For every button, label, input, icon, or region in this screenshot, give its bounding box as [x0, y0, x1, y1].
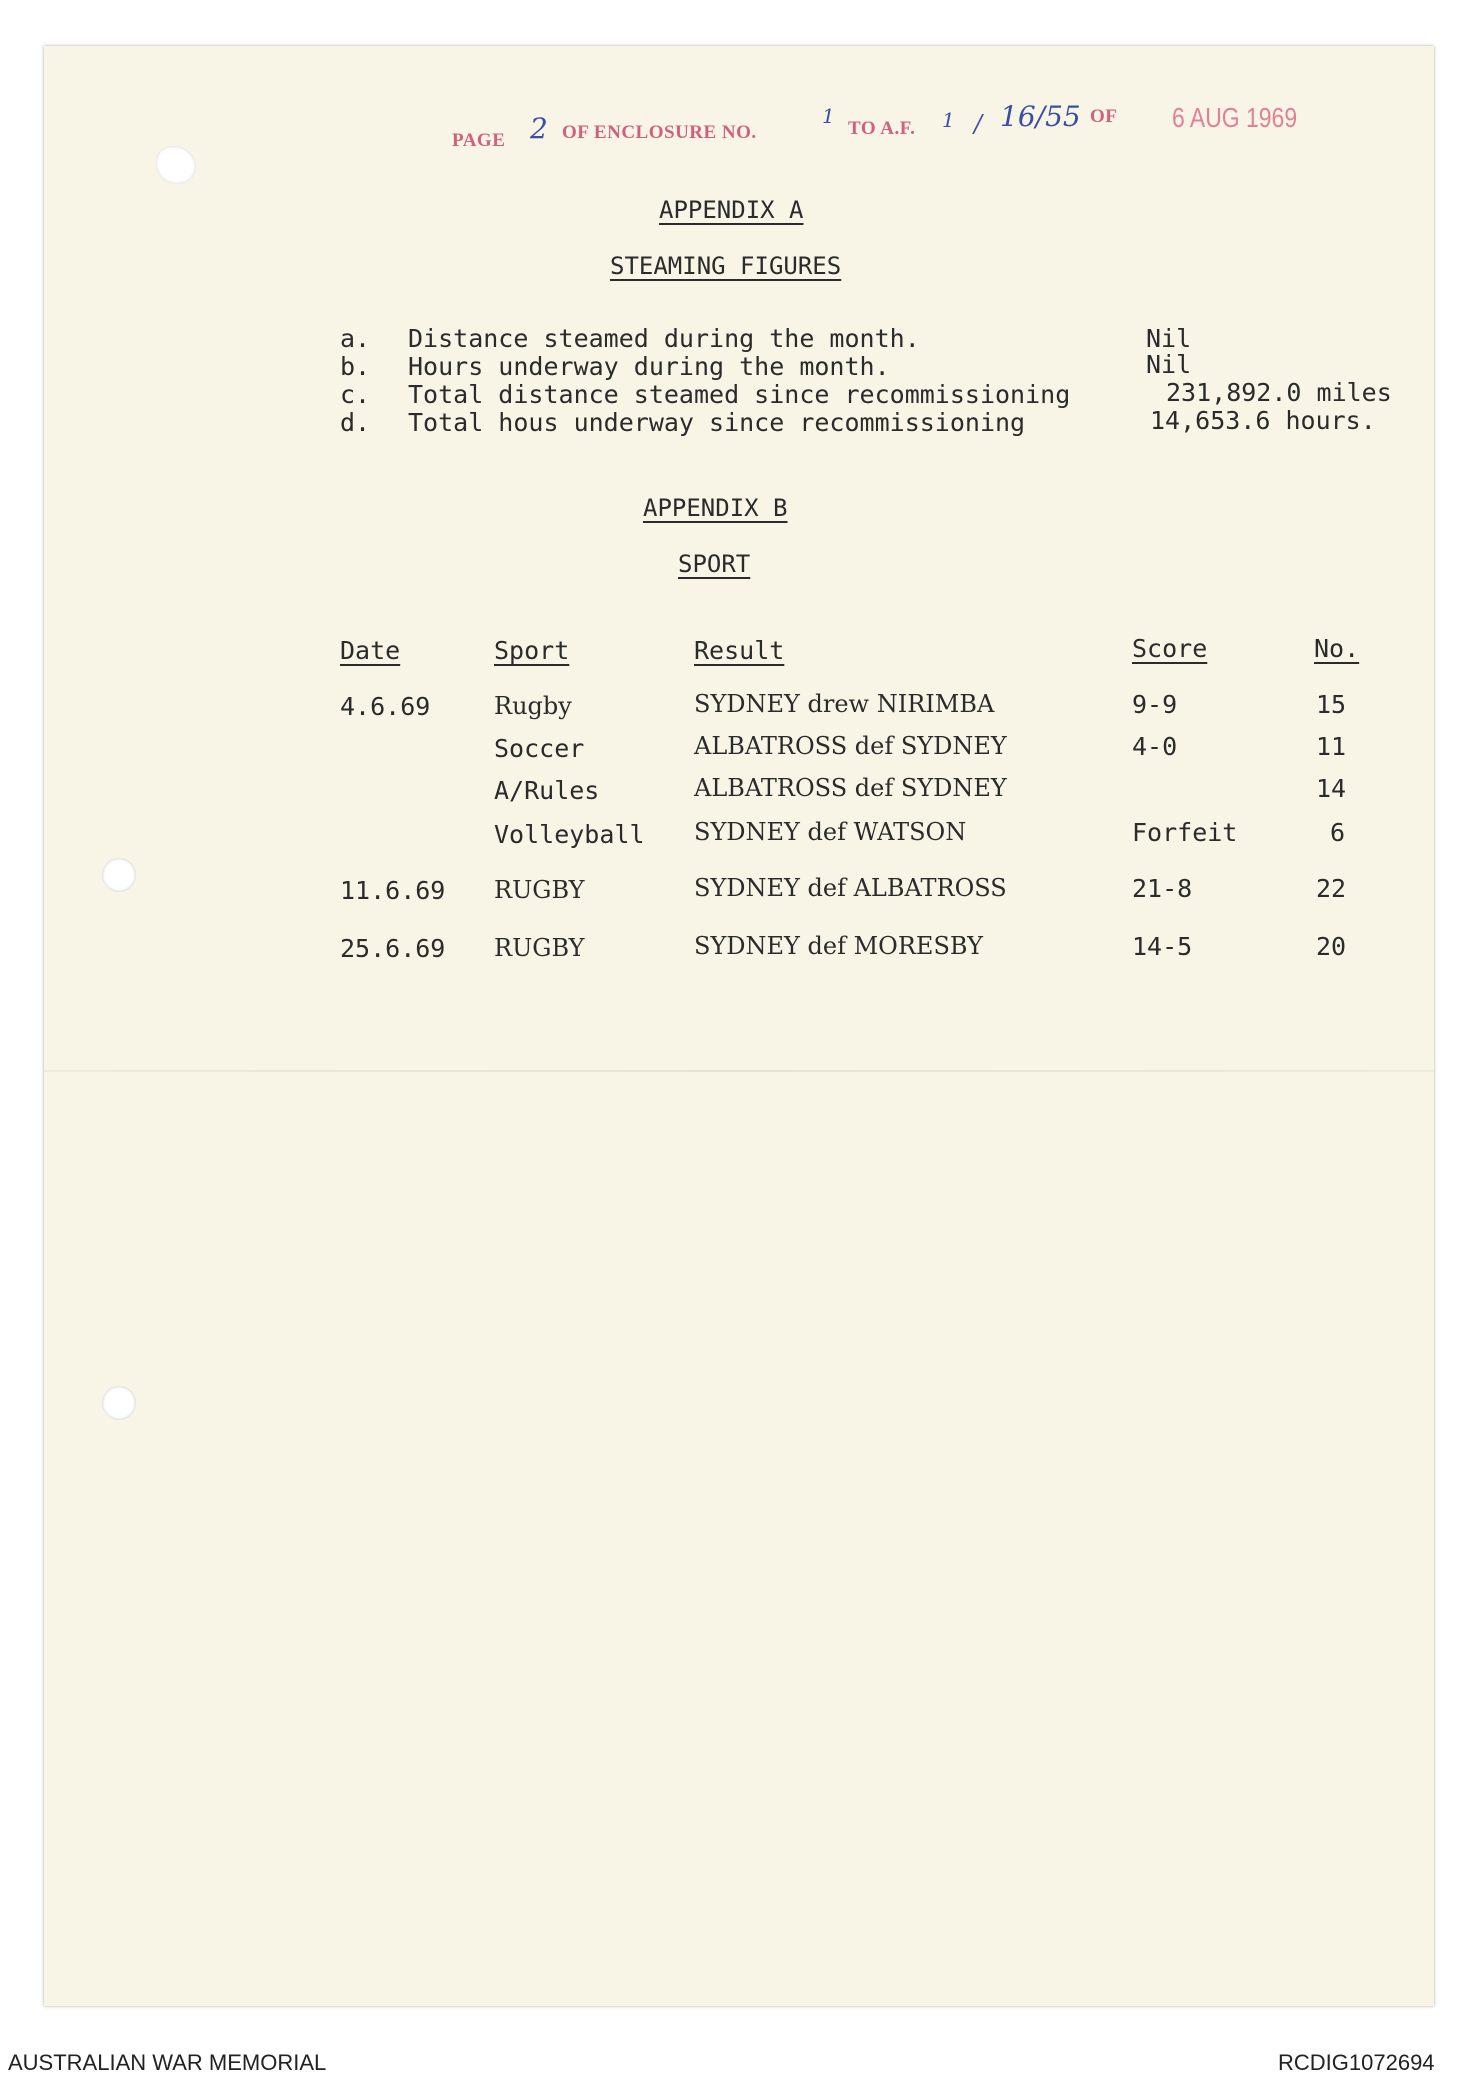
stamp-enclosure-label: OF ENCLOSURE NO. [562, 122, 757, 143]
item-letter: c. [340, 380, 371, 409]
cell-sport: A/Rules [494, 776, 600, 805]
item-letter: b. [340, 352, 371, 381]
item-value: 14,653.6 hours. [1150, 406, 1376, 435]
cell-sport: Rugby [494, 692, 572, 720]
cell-score: 21-8 [1132, 874, 1193, 903]
stamp-page-number: 2 [530, 112, 548, 145]
item-letter: d. [340, 408, 371, 437]
item-value: 231,892.0 miles [1166, 378, 1392, 407]
appendix-b-subtitle: SPORT [678, 550, 751, 578]
header-no: No. [1314, 634, 1360, 663]
cell-result: SYDNEY drew NIRIMBA [694, 690, 995, 718]
cell-result: SYDNEY def ALBATROSS [694, 874, 1007, 902]
stamp-af-number-1: 1 [942, 108, 955, 132]
cell-sport: Soccer [494, 734, 585, 763]
header-date: Date [340, 636, 401, 665]
cell-sport: RUGBY [494, 876, 585, 904]
cell-result: ALBATROSS def SYDNEY [694, 732, 1007, 760]
appendix-a-title: APPENDIX A [659, 196, 804, 224]
item-letter: a. [340, 324, 371, 353]
footer-archive-name: AUSTRALIAN WAR MEMORIAL [8, 2050, 327, 2075]
item-text: Total distance steamed since recommissioning [408, 380, 1071, 409]
appendix-b-title: APPENDIX B [643, 494, 788, 522]
stamp-page-label: PAGE [452, 130, 506, 151]
cell-result: ALBATROSS def SYDNEY [694, 774, 1007, 802]
appendix-a-subtitle: STEAMING FIGURES [610, 252, 842, 280]
punch-hole [102, 858, 136, 892]
cell-result: SYDNEY def MORESBY [694, 932, 983, 960]
footer-record-id: RCDIG1072694 [1278, 2050, 1435, 2075]
cell-score: 4-0 [1132, 732, 1178, 761]
cell-no: 22 [1316, 874, 1347, 903]
stamp-af-separator: / [974, 110, 983, 138]
cell-no: 15 [1316, 690, 1347, 719]
stamp-date: 6 AUG 1969 [1172, 102, 1298, 133]
cell-no: 14 [1316, 774, 1347, 803]
stamp-enclosure-number: 1 [822, 104, 835, 128]
header-score: Score [1132, 634, 1208, 663]
cell-sport: Volleyball [494, 820, 645, 849]
item-value: Nil [1146, 350, 1192, 379]
item-value: Nil [1146, 324, 1192, 353]
item-text: Total hous underway since recommissioning [408, 408, 1026, 437]
cell-date: 4.6.69 [340, 692, 431, 721]
cell-no: 11 [1316, 732, 1347, 761]
punch-hole [102, 1386, 136, 1420]
cell-score: 14-5 [1132, 932, 1193, 961]
cell-no: 6 [1330, 818, 1346, 847]
cell-score: Forfeit [1132, 818, 1238, 847]
cell-no: 20 [1316, 932, 1347, 961]
cell-sport: RUGBY [494, 934, 585, 962]
cell-date: 11.6.69 [340, 876, 446, 905]
cell-result: SYDNEY def WATSON [694, 818, 967, 846]
stamp-of-label: OF [1090, 106, 1118, 127]
torn-punch-hole [156, 146, 196, 184]
item-text: Hours underway during the month. [408, 352, 890, 381]
cell-date: 25.6.69 [340, 934, 446, 963]
header-result: Result [694, 636, 785, 665]
stamp-af-number-2: 16/55 [1000, 100, 1081, 133]
fold-line [44, 1070, 1434, 1072]
item-text: Distance steamed during the month. [408, 324, 920, 353]
header-sport: Sport [494, 636, 570, 665]
stamp-to-label: TO A.F. [848, 118, 916, 139]
cell-score: 9-9 [1132, 690, 1178, 719]
